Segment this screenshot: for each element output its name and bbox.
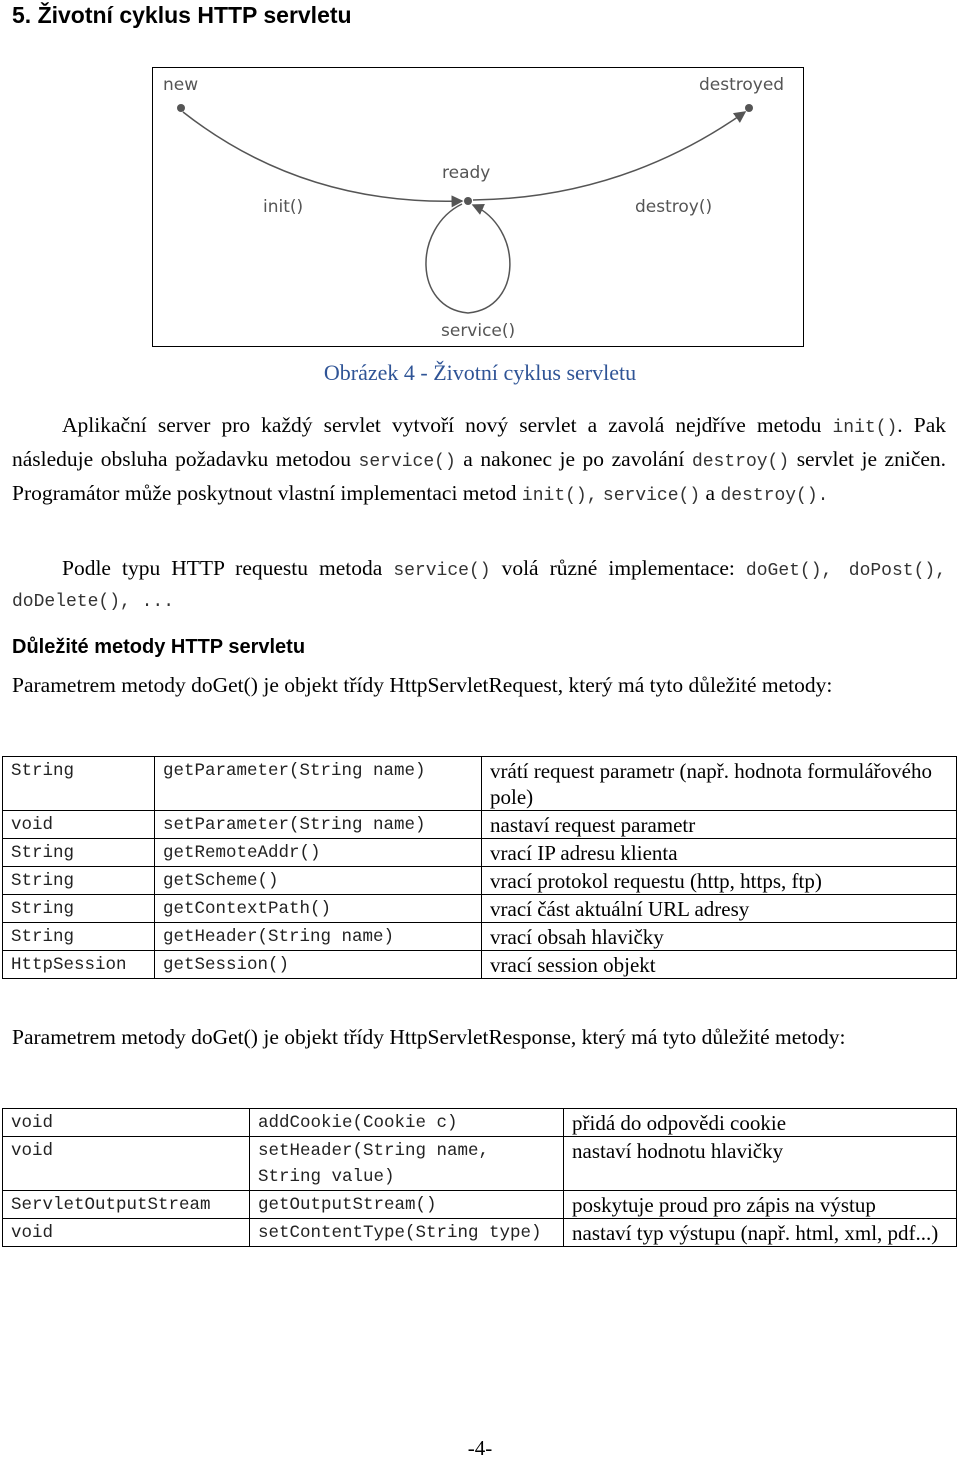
return-type: void <box>3 1137 250 1191</box>
return-type: ServletOutputStream <box>3 1191 250 1219</box>
method-description: vrací IP adresu klienta <box>482 839 957 867</box>
subheading: Důležité metody HTTP servletu <box>12 636 306 658</box>
table-row <box>3 1137 957 1191</box>
method-description: nastaví request parametr <box>482 811 957 839</box>
method-signature: getHeader(String name) <box>155 923 482 951</box>
label-ready: ready <box>442 163 491 183</box>
label-destroy: destroy() <box>635 197 713 217</box>
method-signature: getOutputStream() <box>250 1191 564 1219</box>
return-type: String <box>3 867 155 895</box>
method-signature: addCookie(Cookie c) <box>250 1109 564 1137</box>
method-description: nastaví hodnotu hlavičky <box>564 1137 957 1191</box>
node-destroyed <box>745 104 753 112</box>
table-row <box>3 757 957 811</box>
edge-init <box>183 112 462 201</box>
paragraph-lifecycle: Aplikační server pro každý servlet vytvoří nový servlet a zavolá nejdříve metodu init(). Pak následuje obsluha požadavku metodou service() a nakonec je po zavolání destroy() servlet je zničen. Programátor může poskytnout vlastní implementaci metod init(), service() a destroy(). <box>12 413 947 506</box>
table-row <box>3 867 957 895</box>
page-number: -4- <box>467 1436 493 1460</box>
method-description: vrací protokol requestu (http, https, ftp) <box>482 867 957 895</box>
edge-service-loop <box>426 204 510 313</box>
method-signature: setContentType(String type) <box>250 1219 564 1247</box>
node-ready <box>464 197 472 205</box>
return-type: String <box>3 757 155 811</box>
method-description: nastaví typ výstupu (např. html, xml, pdf...) <box>564 1219 957 1247</box>
method-description: přidá do odpovědi cookie <box>564 1109 957 1137</box>
table-row <box>3 839 957 867</box>
paragraph-service: Podle typu HTTP requestu metoda service() volá různé implementace: doGet(), doPost(), doDelete(), ... <box>12 556 946 612</box>
return-type: void <box>3 1109 250 1137</box>
section-title: 5. Životní cyklus HTTP servletu <box>12 2 352 28</box>
method-signature: getParameter(String name) <box>155 757 482 811</box>
request-intro: Parametrem metody doGet() je objekt třídy HttpServletRequest, který má tyto důležité metody: <box>12 673 833 697</box>
request-methods-table <box>2 756 957 979</box>
method-description: vrátí request parametr (např. hodnota formulářového pole) <box>482 757 957 811</box>
method-signature: getContextPath() <box>155 895 482 923</box>
table-row <box>3 1219 957 1247</box>
method-description: vrací session objekt <box>482 951 957 979</box>
method-signature: getRemoteAddr() <box>155 839 482 867</box>
response-intro: Parametrem metody doGet() je objekt třídy HttpServletResponse, který má tyto důležité metody: <box>12 1025 846 1049</box>
method-description: poskytuje proud pro zápis na výstup <box>564 1191 957 1219</box>
figure-caption: Obrázek 4 - Životní cyklus servletu <box>323 360 637 385</box>
table-row <box>3 811 957 839</box>
return-type: String <box>3 923 155 951</box>
method-description: vrací část aktuální URL adresy <box>482 895 957 923</box>
table-row <box>3 895 957 923</box>
return-type: void <box>3 1219 250 1247</box>
label-destroyed: destroyed <box>699 75 785 95</box>
method-signature: setParameter(String name) <box>155 811 482 839</box>
table-row <box>3 1109 957 1137</box>
method-signature: getSession() <box>155 951 482 979</box>
label-new: new <box>163 75 199 95</box>
return-type: void <box>3 811 155 839</box>
method-description: vrací obsah hlavičky <box>482 923 957 951</box>
label-service: service() <box>441 321 516 341</box>
table-row <box>3 923 957 951</box>
return-type: HttpSession <box>3 951 155 979</box>
lifecycle-diagram <box>152 67 804 347</box>
table-row <box>3 951 957 979</box>
edge-destroy <box>473 112 745 200</box>
return-type: String <box>3 895 155 923</box>
table-row <box>3 1191 957 1219</box>
response-methods-table <box>2 1108 957 1247</box>
method-signature: setHeader(String name, String value) <box>250 1137 564 1191</box>
return-type: String <box>3 839 155 867</box>
method-signature: getScheme() <box>155 867 482 895</box>
label-init: init() <box>263 197 304 217</box>
node-new <box>177 104 185 112</box>
